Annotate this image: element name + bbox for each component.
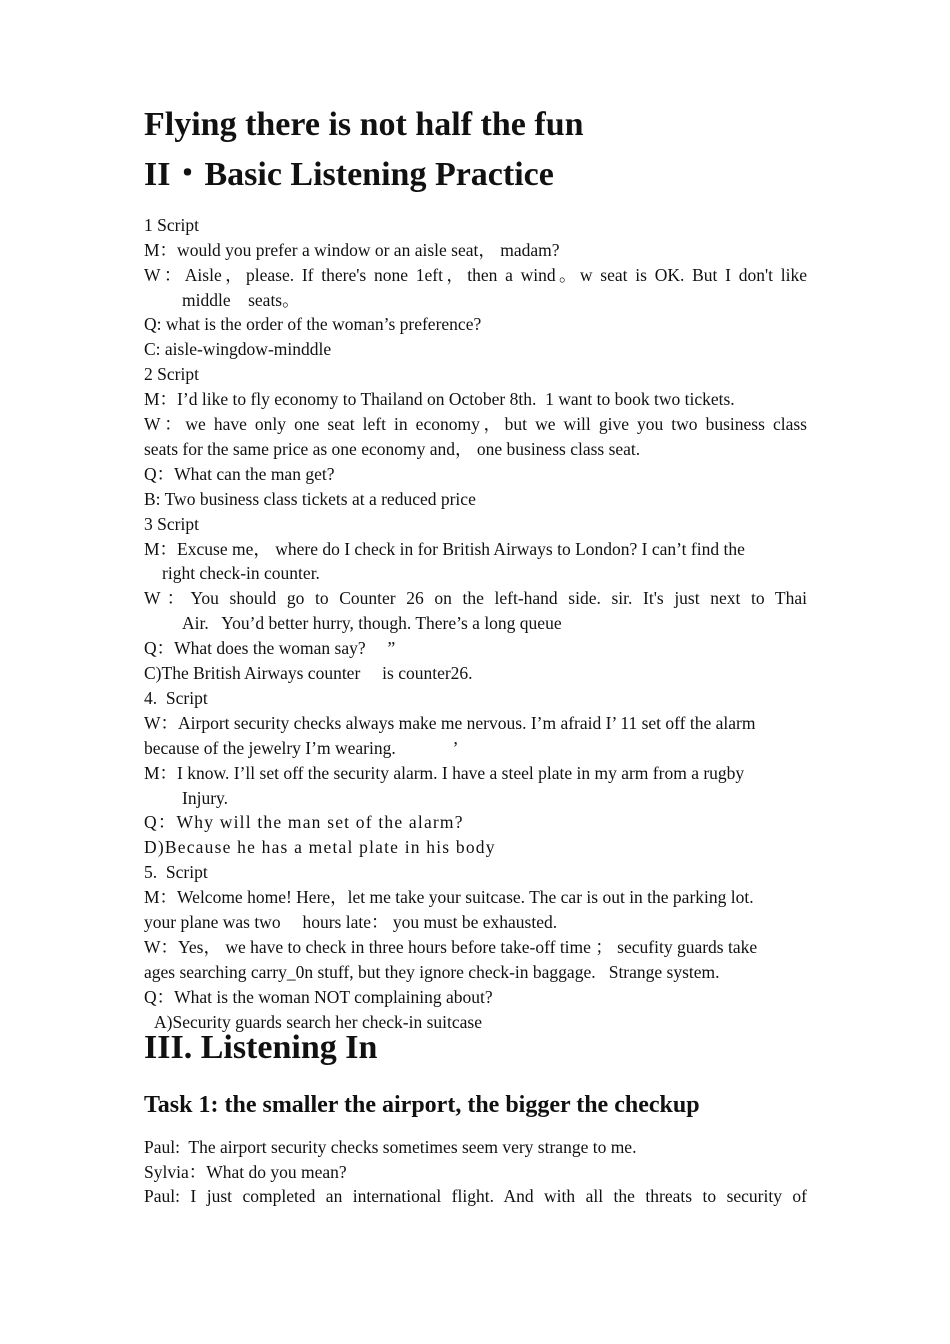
script-2-woman-line-cont: seats for the same price as one economy and， one business class seat. <box>144 439 641 459</box>
script-3-man-line: M：Excuse me， where do I check in for British Airways to London? I can’t find the <box>144 539 745 559</box>
script-5-man-line: M：Welcome home! Here，let me take your suitcase. The car is out in the parking lot. <box>144 887 754 907</box>
script-1-label: 1 Script <box>144 215 199 235</box>
task-1-line-1: Paul: The airport security checks sometimes seem very strange to me. <box>144 1137 637 1157</box>
script-3-answer: C)The British Airways counter is counter26. <box>144 663 473 683</box>
script-5-woman-line: W：Yes， we have to check in three hours before take-off time ； secufity guards take <box>144 937 758 957</box>
section-heading-listening-in: III. Listening In <box>144 1029 378 1066</box>
script-1-woman-line: W：Aisle，please. If there's none 1eft，then a wind。w seat is OK. But I don't like <box>144 265 807 285</box>
script-2-question: Q：What can the man get? <box>144 464 335 484</box>
script-3-label: 3 Script <box>144 514 199 534</box>
script-2-man-line: M：I’d like to fly economy to Thailand on October 8th. 1 want to book two tickets. <box>144 389 735 409</box>
document-title: Flying there is not half the fun <box>144 106 584 143</box>
script-3-question: Q：What does the woman say? ” <box>144 638 396 658</box>
script-3-woman-line-cont: Air. You’d better hurry, though. There’s a long queue <box>182 613 562 633</box>
script-1-answer: C: aisle-wingdow-minddle <box>144 339 332 359</box>
script-4-woman-line: W：Airport security checks always make me nervous. I’m afraid I’ 11 set off the alarm <box>144 713 756 733</box>
script-4-man-line: M：I know. I’ll set off the security alarm. I have a steel plate in my arm from a rugby <box>144 763 745 783</box>
section-heading-basic-listening: II・Basic Listening Practice <box>144 156 554 193</box>
script-5-question: Q：What is the woman NOT complaining about? <box>144 987 493 1007</box>
script-5-woman-line-cont: ages searching carry_0n stuff, but they ignore check-in baggage. Strange system. <box>144 962 720 982</box>
script-4-answer: D)Because he has a metal plate in his body <box>144 837 496 857</box>
script-4-woman-line-cont: because of the jewelry I’m wearing. ’ <box>144 738 459 758</box>
script-4-label: 4. Script <box>144 688 208 708</box>
script-1-question: Q: what is the order of the woman’s preference? <box>144 314 482 334</box>
script-5-answer: A)Security guards search her check-in suitcase <box>154 1012 482 1032</box>
script-3-woman-line: W：You should go to Counter 26 on the left-hand side. sir. It's just next to Thai <box>144 588 807 608</box>
script-2-label: 2 Script <box>144 364 199 384</box>
task-1-line-2: Sylvia：What do you mean? <box>144 1162 347 1182</box>
script-5-label: 5. Script <box>144 862 208 882</box>
task-1-heading: Task 1: the smaller the airport, the bigger the checkup <box>144 1092 700 1118</box>
script-1-woman-line-cont: middle seats。 <box>182 290 300 310</box>
script-4-man-line-cont: Injury. <box>182 788 229 808</box>
script-1-man-line: M：would you prefer a window or an aisle seat， madam? <box>144 240 560 260</box>
script-2-answer: B: Two business class tickets at a reduced price <box>144 489 476 509</box>
script-2-woman-line: W：we have only one seat left in economy，but we will give you two business class <box>144 414 807 434</box>
script-4-question: Q：Why will the man set of the alarm? <box>144 812 464 832</box>
script-5-man-line-cont: your plane was two hours late： you must be exhausted. <box>144 912 558 932</box>
task-1-line-3: Paul: I just completed an international flight. And with all the threats to security of <box>144 1186 807 1206</box>
script-3-man-line-cont: right check-in counter. <box>162 563 320 583</box>
